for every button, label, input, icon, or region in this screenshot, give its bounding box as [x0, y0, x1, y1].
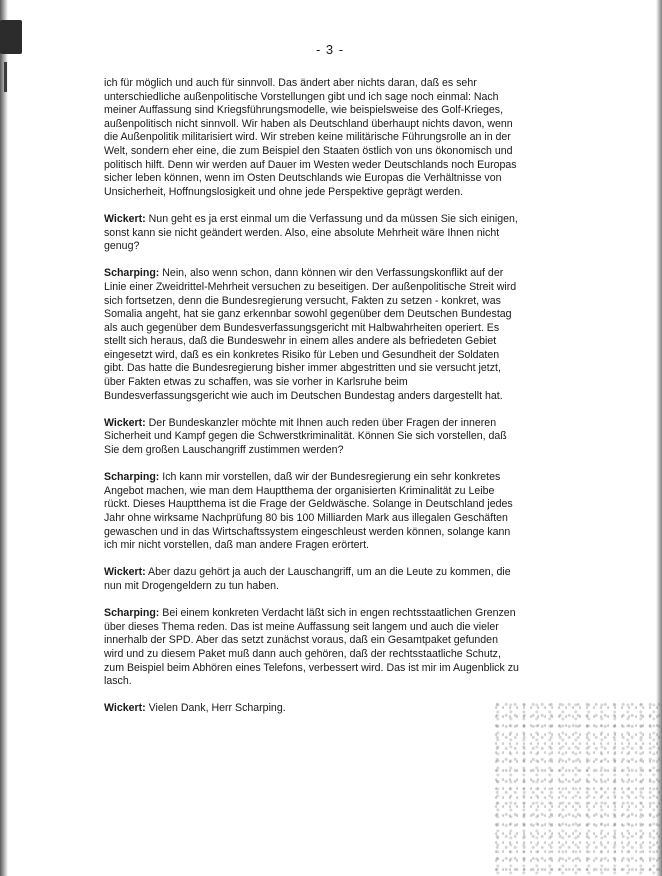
transcript-body — [104, 77, 520, 730]
paragraph-text: Der Bundeskanzler möchte mit Ihnen auch reden über Fragen der inneren Sicherheit und Kampf gegen die Schwerstkriminalität. Können Sie sich vorstellen, daß Sie dem großen Lauschangriff zustimmen werden? — [104, 416, 507, 457]
scan-mark-top — [0, 20, 22, 54]
paragraph-text: Bei einem konkreten Verdacht läßt sich in engen rechtsstaatlichen Grenzen über dieses Thema reden. Das ist meine Auffassung seit langem und auch die vieler innerhalb der SPD. Aber das setzt zunächst voraus, daß ein Gesamtpaket gefunden wird und zu diesem Paket muß dann auch gehören, daß der rechtsstaatliche Schutz, zum Beispiel beim Abhören eines Telefons, verbessert wird. Das ist mir im Augenblick zu lasch. — [104, 607, 519, 688]
speaker-label: Wickert: — [104, 212, 146, 225]
paragraph-text: Ich kann mir vorstellen, daß wir der Bundesregierung ein sehr konkretes Angebot machen, wie man dem Hauptthema der organisierten Kriminalität zu Leibe rückt. Dieses Hauptthema ist die Frage der Geldwäsche. Solange in Deutschland jedes Jahr ohne wirksame Nachprüfung 80 bis 100 Milliarden Mark aus illegalen Geschäften gewaschen und in das Wirtschaftssystem eingeschleust werden können, solange kann ich mir nicht vorstellen, daß man andere Fragen erörtert. — [104, 471, 513, 552]
speaker-label: Scharping: — [104, 267, 160, 280]
paragraph-3 — [104, 267, 520, 403]
speaker-label: Wickert: — [104, 416, 146, 429]
speaker-label: Wickert: — [104, 702, 146, 715]
paragraph-text: ich für möglich und auch für sinnvoll. Das ändert aber nichts daran, daß es sehr unterschiedliche außenpolitische Vorstellungen gibt und ich sage noch einmal: Nach meiner Auffassung sind Kriegsführungsmodelle, wie beispielsweise des Golf-Krieges, außenpolitisch nicht sinnvoll. Wir haben als Deutschland überhaupt nichts davon, wenn die Außenpolitik militarisiert wird. Wir streben keine militärische Führungsrolle an in der Welt, sondern eher eine, die zum Beispiel den Staaten östlich von uns ökonomisch und politisch hilft. Denn wir werden auf Dauer im Westen weder Deutschlands noch Europas sicher leben können, wenn im Osten Deutschlands wie Europas die Verhältnisse von Unsicherheit, Hoffnungslosigkeit und ohne jede Perspektive geprägt werden. — [104, 77, 517, 198]
paragraph-text: Aber dazu gehört ja auch der Lauschangriff, um an die Leute zu kommen, die nun mit Drogengeldern zu tun haben. — [104, 566, 511, 592]
page-number: - 3 - — [315, 42, 345, 57]
paragraph-4 — [104, 417, 520, 458]
paragraph-7 — [104, 607, 520, 689]
paragraph-6 — [104, 566, 520, 593]
paragraph-text: Nun geht es ja erst einmal um die Verfassung und da müssen Sie sich einigen, sonst kann sie nicht geändert werden. Also, eine absolute Mehrheit wäre Ihnen nicht genug? — [104, 212, 518, 253]
paragraph-5 — [104, 471, 520, 553]
paragraph-text: Vielen Dank, Herr Scharping. — [145, 702, 286, 715]
scan-edge-left — [0, 0, 8, 876]
paragraph-8 — [104, 702, 520, 716]
paragraph-text: Nein, also wenn schon, dann können wir den Verfassungskonflikt auf der Linie einer Zweidrittel-Mehrheit versuchen zu beseitigen. Der außenpolitische Streit wird sich fortsetzen, denn die Bundesregierung versucht, Fakten zu setzen - konkret, was Somalia angeht, hat sie ganz erkennbar sowohl gegenüber dem Deutschen Bundestag als auch gegenüber dem Bundesverfassungsgericht mit Halbwahrheiten operiert. Es stellt sich heraus, daß die Bundeswehr in einem alles andere als befriedeten Gebiet eingesetzt wird, daß es ein konkretes Risiko für Leben und Gesundheit der Soldaten gibt. Das hatte die Bundesregierung bisher immer abgestritten und sie versucht jetzt, über Fakten etwas zu schaffen, was sie vorher in Karlsruhe beim Bundesverfassungsgericht wie auch im Deutschen Bundestag anders dargestellt hat. — [104, 267, 517, 402]
paragraph-2 — [104, 213, 520, 254]
speaker-label: Scharping: — [104, 471, 160, 484]
paragraph-1 — [104, 77, 520, 199]
speaker-label: Wickert: — [104, 566, 146, 579]
scan-mark-small — [4, 62, 19, 92]
speaker-label: Scharping: — [104, 607, 160, 620]
